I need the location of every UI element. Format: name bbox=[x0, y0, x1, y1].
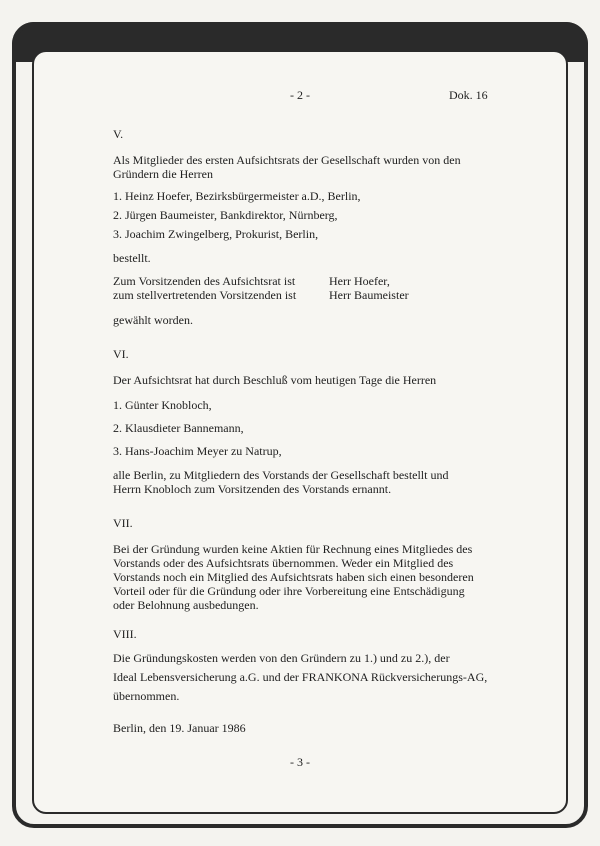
section-viii-line3: übernommen. bbox=[113, 689, 180, 703]
section-vii-line3: Vorstands noch ein Mitglied des Aufsichtsrats haben sich einen besonderen bbox=[113, 570, 474, 584]
supervisory-member-1: 1. Heinz Hoefer, Bezirksbürgermeister a.D., Berlin, bbox=[113, 189, 361, 203]
section-vii-line5: oder Belohnung ausbedungen. bbox=[113, 598, 259, 612]
vice-chair-name: Herr Baumeister bbox=[329, 288, 409, 302]
section-vi-closing-line1: alle Berlin, zu Mitgliedern des Vorstands der Gesellschaft bestellt und bbox=[113, 468, 449, 482]
section-vi-closing-line2: Herrn Knobloch zum Vorsitzenden des Vorstands ernannt. bbox=[113, 482, 392, 496]
section-viii-heading: VIII. bbox=[113, 627, 137, 641]
section-vii-line1: Bei der Gründung wurden keine Aktien für Rechnung eines Mitgliedes des bbox=[113, 542, 473, 556]
section-viii-line2: Ideal Lebensversicherung a.G. und der FRANKONA Rückversicherungs-AG, bbox=[113, 670, 488, 684]
section-vi-heading: VI. bbox=[113, 347, 129, 361]
section-viii-line1: Die Gründungskosten werden von den Gründern zu 1.) und zu 2.), der bbox=[113, 651, 450, 665]
place-date: Berlin, den 19. Januar 1986 bbox=[113, 721, 246, 735]
supervisory-member-3: 3. Joachim Zwingelberg, Prokurist, Berlin, bbox=[113, 227, 319, 241]
section-v-closing: gewählt worden. bbox=[113, 313, 193, 327]
board-member-1: 1. Günter Knobloch, bbox=[113, 398, 212, 412]
section-v-intro-line1: Als Mitglieder des ersten Aufsichtsrats der Gesellschaft wurden von den bbox=[113, 153, 461, 167]
board-member-3: 3. Hans-Joachim Meyer zu Natrup, bbox=[113, 444, 282, 458]
section-vii-line4: Vorteil oder für die Gründung oder ihre Vorbereitung eine Entschädigung bbox=[113, 584, 465, 598]
section-vii-line2: Vorstands oder des Aufsichtsrats übernommen. Weder ein Mitglied des bbox=[113, 556, 454, 570]
document-reference: Dok. 16 bbox=[449, 88, 488, 102]
section-v-bestellt: bestellt. bbox=[113, 251, 151, 265]
page-number: - 2 - bbox=[290, 88, 310, 102]
supervisory-member-2: 2. Jürgen Baumeister, Bankdirektor, Nürnberg, bbox=[113, 208, 338, 222]
section-v-heading: V. bbox=[113, 127, 124, 141]
vice-chair-label: zum stellvertretenden Vorsitzenden ist bbox=[113, 288, 297, 302]
chair-name: Herr Hoefer, bbox=[329, 274, 390, 288]
board-member-2: 2. Klausdieter Bannemann, bbox=[113, 421, 244, 435]
section-vii-heading: VII. bbox=[113, 516, 133, 530]
next-page-number: - 3 - bbox=[290, 755, 310, 769]
section-v-intro-line2: Gründern die Herren bbox=[113, 167, 213, 181]
section-vi-intro: Der Aufsichtsrat hat durch Beschluß vom heutigen Tage die Herren bbox=[113, 373, 437, 387]
chair-label: Zum Vorsitzenden des Aufsichtsrat ist bbox=[113, 274, 296, 288]
